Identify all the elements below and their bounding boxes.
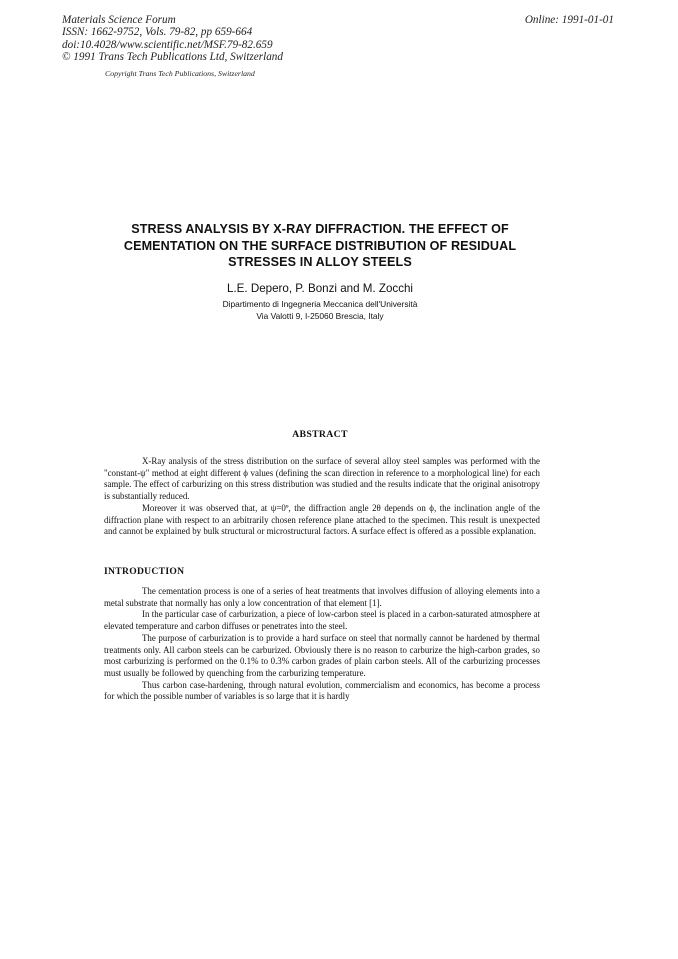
affiliation xyxy=(100,299,540,323)
online-date: Online: 1991-01-01 xyxy=(524,14,614,26)
introduction-paragraph: The cementation process is one of a series of heat treatments that involves diffusion of alloying elements into a metal substrate that normally has only a low concentration of that element [1]. xyxy=(104,586,540,608)
introduction-body xyxy=(104,586,540,703)
title-line: STRESSES IN ALLOY STEELS xyxy=(228,255,412,269)
introduction-paragraph: Thus carbon case-hardening, through natural evolution, commercialism and economics, has become a process for which the possible number of variables is so large that it is hardly xyxy=(104,679,540,702)
introduction-heading: INTRODUCTION xyxy=(104,566,185,577)
journal-header xyxy=(62,14,283,64)
affiliation-line: Via Valotti 9, I-25060 Brescia, Italy xyxy=(256,310,384,321)
introduction-paragraph: The purpose of carburization is to provide a hard surface on steel that normally cannot be hardened by thermal treatments only. All carbon steels can be carburized. Obviously there is no reason to carburize the high-carbon grades, so most carburizing is performed on the 0.1% to 0.3% carbon grades of plain carbon steels. All of the carburizing processes must usually be followed by quenching from the carburizing temperature. xyxy=(104,632,540,678)
issn-line: ISSN: 1662-9752, Vols. 79-82, pp 659-664 xyxy=(62,26,253,39)
copyright-notice: Copyright Trans Tech Publications, Switzerland xyxy=(105,69,255,78)
authors: L.E. Depero, P. Bonzi and M. Zocchi xyxy=(226,282,414,295)
abstract-paragraph: Moreover it was observed that, at ψ=0º, the diffraction angle 2θ depends on ϕ, the inclination angle of the diffraction plane with respect to an arbitrarily chosen reference plane attached to the specimen. This result is unexpected and cannot be explained by bulk structural or microstructural factors. A surface effect is offered as a possible explanation. xyxy=(104,502,540,537)
abstract-paragraph: X-Ray analysis of the stress distribution on the surface of several alloy steel samples was performed with the "constant-ψ" method at eight different ϕ values (defining the scan direction in reference to a morphological line) for each sample. The effect of carburizing on this stress distribution was studied and the results indicate that the original anisotropy is substantially reduced. xyxy=(104,456,540,502)
affiliation-line: Dipartimento di Ingegneria Meccanica dell'Università xyxy=(222,299,418,309)
abstract-body xyxy=(104,456,540,538)
introduction-paragraph: In the particular case of carburization, a piece of low-carbon steel is placed in a carbon-saturated atmosphere at elevated temperature and carbon diffuses or penetrates into the steel. xyxy=(104,609,540,632)
title-line: CEMENTATION ON THE SURFACE DISTRIBUTION OF RESIDUAL xyxy=(123,238,517,253)
doi-line: doi:10.4028/www.scientific.net/MSF.79-82.659 xyxy=(62,38,273,51)
journal-name: Materials Science Forum xyxy=(62,14,176,26)
title-line: STRESS ANALYSIS BY X-RAY DIFFRACTION. THE EFFECT OF xyxy=(131,222,509,236)
paper-title xyxy=(100,221,540,271)
abstract-heading: ABSTRACT xyxy=(292,429,348,440)
publisher-line: © 1991 Trans Tech Publications Ltd, Switzerland xyxy=(62,51,283,64)
